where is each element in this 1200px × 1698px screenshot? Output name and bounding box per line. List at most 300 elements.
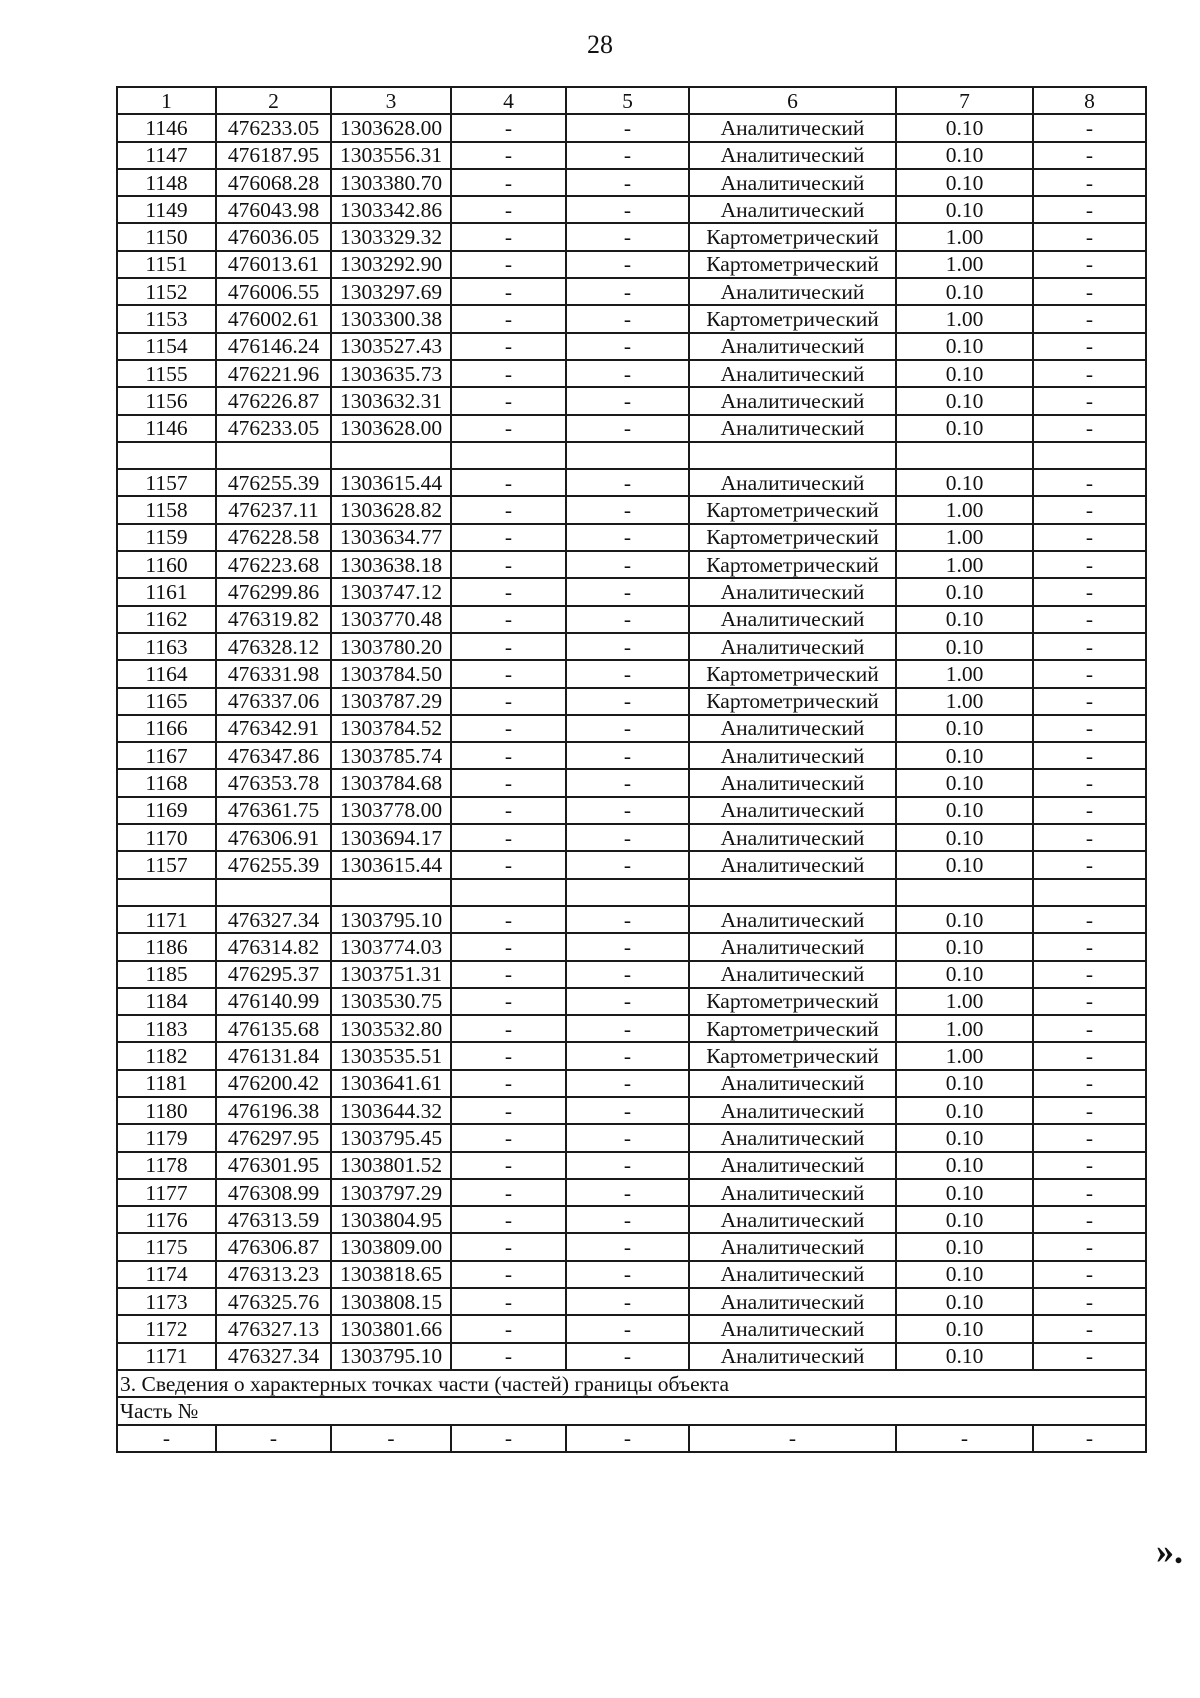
accuracy-cell: 1.00 [896,1042,1033,1069]
x-coord-cell: 476146.24 [216,333,331,360]
table-row [117,742,1146,769]
accuracy-cell: 0.10 [896,360,1033,387]
col-5-cell: - [566,1206,689,1233]
y-coord-cell: 1303818.65 [331,1261,451,1288]
point-number-cell: 1171 [117,906,216,933]
col-4-cell: - [451,1288,566,1315]
x-coord-cell: 476200.42 [216,1070,331,1097]
table-row [117,1070,1146,1097]
point-number-cell: 1161 [117,578,216,605]
header-cell: 6 [689,87,896,114]
table-row [117,524,1146,551]
col-8-cell: - [1033,114,1146,141]
col-4-cell: - [451,415,566,442]
method-cell: Аналитический [689,360,896,387]
col-4-cell: - [451,742,566,769]
col-5-cell: - [566,196,689,223]
y-coord-cell: 1303784.52 [331,715,451,742]
y-coord-cell: 1303380.70 [331,169,451,196]
table-row [117,1315,1146,1342]
col-4-cell: - [451,251,566,278]
point-number-cell: 1152 [117,278,216,305]
col-8-cell: - [1033,333,1146,360]
header-cell: 5 [566,87,689,114]
col-4-cell [451,442,566,469]
empty-data-row [117,1425,1146,1452]
col-5-cell: - [566,797,689,824]
x-coord-cell: 476299.86 [216,578,331,605]
table-row [117,633,1146,660]
col-5-cell: - [566,496,689,523]
col-4-cell: - [451,333,566,360]
x-coord-cell: 476306.87 [216,1233,331,1260]
col-5-cell: - [566,660,689,687]
accuracy-cell: 1.00 [896,1015,1033,1042]
y-coord-cell: 1303808.15 [331,1288,451,1315]
method-cell: Аналитический [689,769,896,796]
col-4-cell: - [451,469,566,496]
x-coord-cell: 476314.82 [216,933,331,960]
col-8-cell: - [1033,769,1146,796]
accuracy-cell: 0.10 [896,142,1033,169]
y-coord-cell: 1303532.80 [331,1015,451,1042]
col-4-cell: - [451,1015,566,1042]
col-5-cell: - [566,1042,689,1069]
point-number-cell: 1165 [117,688,216,715]
table-row [117,1124,1146,1151]
method-cell: Аналитический [689,1097,896,1124]
col-5-cell: - [566,606,689,633]
col-8-cell: - [1033,715,1146,742]
x-coord-cell: 476342.91 [216,715,331,742]
x-coord-cell: 476043.98 [216,196,331,223]
accuracy-cell: 1.00 [896,223,1033,250]
table-row [117,797,1146,824]
accuracy-cell: 0.10 [896,387,1033,414]
col-8-cell: - [1033,524,1146,551]
y-coord-cell: 1303778.00 [331,797,451,824]
point-number-cell: 1147 [117,142,216,169]
col-5-cell: - [566,333,689,360]
empty-cell: - [896,1425,1033,1452]
table-row [117,469,1146,496]
x-coord-cell: 476140.99 [216,988,331,1015]
x-coord-cell: 476337.06 [216,688,331,715]
point-number-cell: 1183 [117,1015,216,1042]
point-number-cell: 1162 [117,606,216,633]
accuracy-cell: 0.10 [896,851,1033,878]
point-number-cell: 1163 [117,633,216,660]
y-coord-cell: 1303297.69 [331,278,451,305]
col-4-cell [451,879,566,906]
col-5-cell: - [566,524,689,551]
accuracy-cell: 0.10 [896,469,1033,496]
y-coord-cell: 1303292.90 [331,251,451,278]
empty-cell: - [566,1425,689,1452]
point-number-cell: 1177 [117,1179,216,1206]
col-5-cell: - [566,824,689,851]
y-coord-cell: 1303530.75 [331,988,451,1015]
empty-cell: - [689,1425,896,1452]
y-coord-cell: 1303774.03 [331,933,451,960]
col-4-cell: - [451,1343,566,1370]
point-number-cell: 1180 [117,1097,216,1124]
method-cell: Аналитический [689,1070,896,1097]
table-row [117,278,1146,305]
point-number-cell: 1167 [117,742,216,769]
x-coord-cell: 476036.05 [216,223,331,250]
col-4-cell: - [451,715,566,742]
table-row [117,1042,1146,1069]
col-4-cell: - [451,142,566,169]
x-coord-cell: 476221.96 [216,360,331,387]
col-8-cell: - [1033,496,1146,523]
col-5-cell: - [566,223,689,250]
col-4-cell: - [451,1152,566,1179]
col-8-cell: - [1033,578,1146,605]
method-cell: Аналитический [689,1288,896,1315]
coordinates-table [116,86,1147,1453]
x-coord-cell: 476295.37 [216,961,331,988]
y-coord-cell: 1303635.73 [331,360,451,387]
header-cell: 1 [117,87,216,114]
x-coord-cell: 476325.76 [216,1288,331,1315]
y-coord-cell: 1303300.38 [331,305,451,332]
col-5-cell: - [566,1288,689,1315]
accuracy-cell: 1.00 [896,551,1033,578]
table-row [117,824,1146,851]
table-row [117,551,1146,578]
table-row [117,251,1146,278]
accuracy-cell: 0.10 [896,278,1033,305]
col-5-cell: - [566,387,689,414]
point-number-cell: 1178 [117,1152,216,1179]
point-number-cell [117,879,216,906]
accuracy-cell: 0.10 [896,1124,1033,1151]
col-8-cell: - [1033,551,1146,578]
method-cell: Аналитический [689,578,896,605]
col-5-cell: - [566,769,689,796]
y-coord-cell: 1303628.00 [331,114,451,141]
method-cell: Картометрический [689,551,896,578]
page-number: 28 [587,30,613,59]
empty-cell: - [331,1425,451,1452]
col-4-cell: - [451,278,566,305]
col-4-cell: - [451,524,566,551]
x-coord-cell: 476313.59 [216,1206,331,1233]
col-5-cell: - [566,114,689,141]
header-cell: 2 [216,87,331,114]
col-4-cell: - [451,305,566,332]
col-5-cell: - [566,1233,689,1260]
point-number-cell: 1150 [117,223,216,250]
header-cell: 3 [331,87,451,114]
accuracy-cell: 0.10 [896,933,1033,960]
method-cell: Аналитический [689,824,896,851]
point-number-cell: 1159 [117,524,216,551]
accuracy-cell: 0.10 [896,633,1033,660]
method-cell: Аналитический [689,114,896,141]
accuracy-cell: 0.10 [896,906,1033,933]
col-4-cell: - [451,496,566,523]
point-number-cell: 1160 [117,551,216,578]
method-cell [689,442,896,469]
y-coord-cell: 1303795.45 [331,1124,451,1151]
accuracy-cell: 0.10 [896,196,1033,223]
col-4-cell: - [451,1124,566,1151]
col-8-cell: - [1033,1070,1146,1097]
method-cell: Аналитический [689,933,896,960]
col-8-cell: - [1033,251,1146,278]
accuracy-cell: 0.10 [896,114,1033,141]
table-row [117,305,1146,332]
col-4-cell: - [451,1070,566,1097]
col-8-cell: - [1033,1206,1146,1233]
method-cell: Аналитический [689,1124,896,1151]
x-coord-cell: 476353.78 [216,769,331,796]
y-coord-cell [331,442,451,469]
method-cell: Аналитический [689,333,896,360]
col-5-cell: - [566,933,689,960]
y-coord-cell: 1303638.18 [331,551,451,578]
x-coord-cell: 476255.39 [216,851,331,878]
y-coord-cell: 1303342.86 [331,196,451,223]
col-5-cell: - [566,142,689,169]
accuracy-cell: 1.00 [896,524,1033,551]
accuracy-cell: 0.10 [896,961,1033,988]
x-coord-cell: 476233.05 [216,114,331,141]
x-coord-cell: 476328.12 [216,633,331,660]
method-cell [689,879,896,906]
accuracy-cell: 0.10 [896,1070,1033,1097]
point-number-cell: 1175 [117,1233,216,1260]
y-coord-cell: 1303751.31 [331,961,451,988]
table-row [117,114,1146,141]
x-coord-cell: 476327.34 [216,1343,331,1370]
accuracy-cell: 0.10 [896,1288,1033,1315]
table-row [117,360,1146,387]
y-coord-cell: 1303556.31 [331,142,451,169]
col-5-cell: - [566,169,689,196]
table-row [117,1179,1146,1206]
accuracy-cell: 0.10 [896,769,1033,796]
col-5-cell: - [566,688,689,715]
x-coord-cell: 476301.95 [216,1152,331,1179]
accuracy-cell: 1.00 [896,988,1033,1015]
method-cell: Аналитический [689,1261,896,1288]
point-number-cell [117,442,216,469]
y-coord-cell: 1303797.29 [331,1179,451,1206]
point-number-cell: 1153 [117,305,216,332]
accuracy-cell: 0.10 [896,169,1033,196]
col-4-cell: - [451,169,566,196]
y-coord-cell: 1303634.77 [331,524,451,551]
table-row [117,961,1146,988]
method-cell: Картометрический [689,496,896,523]
col-5-cell: - [566,251,689,278]
table-row [117,1288,1146,1315]
col-5-cell: - [566,1015,689,1042]
accuracy-cell: 0.10 [896,824,1033,851]
y-coord-cell: 1303644.32 [331,1097,451,1124]
x-coord-cell: 476006.55 [216,278,331,305]
col-4-cell: - [451,769,566,796]
col-5-cell: - [566,305,689,332]
method-cell: Аналитический [689,387,896,414]
accuracy-cell: 0.10 [896,415,1033,442]
accuracy-cell: 0.10 [896,333,1033,360]
table-row [117,715,1146,742]
point-number-cell: 1157 [117,851,216,878]
x-coord-cell [216,442,331,469]
table-row [117,223,1146,250]
col-4-cell: - [451,660,566,687]
point-number-cell: 1155 [117,360,216,387]
point-number-cell: 1182 [117,1042,216,1069]
col-8-cell [1033,442,1146,469]
point-number-cell: 1148 [117,169,216,196]
point-number-cell: 1173 [117,1288,216,1315]
accuracy-cell: 0.10 [896,1097,1033,1124]
col-5-cell: - [566,961,689,988]
method-cell: Аналитический [689,469,896,496]
y-coord-cell: 1303641.61 [331,1070,451,1097]
col-8-cell: - [1033,961,1146,988]
x-coord-cell: 476327.13 [216,1315,331,1342]
point-number-cell: 1164 [117,660,216,687]
col-4-cell: - [451,1042,566,1069]
col-8-cell [1033,879,1146,906]
accuracy-cell: 0.10 [896,1152,1033,1179]
x-coord-cell: 476131.84 [216,1042,331,1069]
table-row [117,688,1146,715]
y-coord-cell: 1303329.32 [331,223,451,250]
table-body [117,87,1146,1452]
x-coord-cell [216,879,331,906]
point-number-cell: 1184 [117,988,216,1015]
col-4-cell: - [451,551,566,578]
point-number-cell: 1168 [117,769,216,796]
y-coord-cell: 1303801.52 [331,1152,451,1179]
table-row [117,333,1146,360]
col-5-cell: - [566,715,689,742]
method-cell: Аналитический [689,851,896,878]
table-row [117,578,1146,605]
col-8-cell: - [1033,1124,1146,1151]
y-coord-cell: 1303770.48 [331,606,451,633]
x-coord-cell: 476331.98 [216,660,331,687]
x-coord-cell: 476196.38 [216,1097,331,1124]
x-coord-cell: 476226.87 [216,387,331,414]
col-4-cell: - [451,851,566,878]
x-coord-cell: 476228.58 [216,524,331,551]
method-cell: Аналитический [689,1179,896,1206]
x-coord-cell: 476135.68 [216,1015,331,1042]
col-4-cell: - [451,933,566,960]
method-cell: Аналитический [689,1343,896,1370]
table-row [117,1261,1146,1288]
col-8-cell: - [1033,1042,1146,1069]
col-8-cell: - [1033,633,1146,660]
y-coord-cell: 1303527.43 [331,333,451,360]
point-number-cell: 1171 [117,1343,216,1370]
col-8-cell: - [1033,360,1146,387]
col-4-cell: - [451,1315,566,1342]
method-cell: Картометрический [689,305,896,332]
col-5-cell: - [566,578,689,605]
accuracy-cell: 0.10 [896,1261,1033,1288]
y-coord-cell: 1303694.17 [331,824,451,851]
col-8-cell: - [1033,1015,1146,1042]
y-coord-cell: 1303628.00 [331,415,451,442]
method-cell: Аналитический [689,278,896,305]
col-4-cell: - [451,906,566,933]
x-coord-cell: 476308.99 [216,1179,331,1206]
part-label: Часть № [117,1397,1146,1424]
table-row [117,442,1146,469]
method-cell: Аналитический [689,169,896,196]
accuracy-cell: 0.10 [896,797,1033,824]
y-coord-cell: 1303784.68 [331,769,451,796]
point-number-cell: 1146 [117,114,216,141]
point-number-cell: 1156 [117,387,216,414]
col-8-cell: - [1033,1261,1146,1288]
point-number-cell: 1174 [117,1261,216,1288]
y-coord-cell: 1303795.10 [331,1343,451,1370]
y-coord-cell: 1303809.00 [331,1233,451,1260]
table-row [117,879,1146,906]
table-row [117,851,1146,878]
col-8-cell: - [1033,1343,1146,1370]
table-row [117,1233,1146,1260]
method-cell: Картометрический [689,988,896,1015]
table-row [117,387,1146,414]
col-8-cell: - [1033,688,1146,715]
section-title-row [117,1370,1146,1397]
y-coord-cell: 1303615.44 [331,469,451,496]
part-label-row [117,1397,1146,1424]
accuracy-cell: 0.10 [896,742,1033,769]
col-8-cell: - [1033,1233,1146,1260]
method-cell: Аналитический [689,142,896,169]
col-8-cell: - [1033,305,1146,332]
table-row [117,1015,1146,1042]
x-coord-cell: 476002.61 [216,305,331,332]
table-row [117,606,1146,633]
col-8-cell: - [1033,660,1146,687]
table-row [117,415,1146,442]
y-coord-cell: 1303787.29 [331,688,451,715]
col-5-cell: - [566,1152,689,1179]
point-number-cell: 1186 [117,933,216,960]
x-coord-cell: 476306.91 [216,824,331,851]
table-row [117,496,1146,523]
point-number-cell: 1154 [117,333,216,360]
col-5-cell: - [566,1070,689,1097]
table-row [117,660,1146,687]
y-coord-cell: 1303784.50 [331,660,451,687]
header-cell: 8 [1033,87,1146,114]
header-cell: 7 [896,87,1033,114]
col-4-cell: - [451,988,566,1015]
method-cell: Аналитический [689,742,896,769]
x-coord-cell: 476255.39 [216,469,331,496]
col-5-cell [566,442,689,469]
col-8-cell: - [1033,1288,1146,1315]
accuracy-cell: 1.00 [896,305,1033,332]
method-cell: Картометрический [689,524,896,551]
point-number-cell: 1170 [117,824,216,851]
